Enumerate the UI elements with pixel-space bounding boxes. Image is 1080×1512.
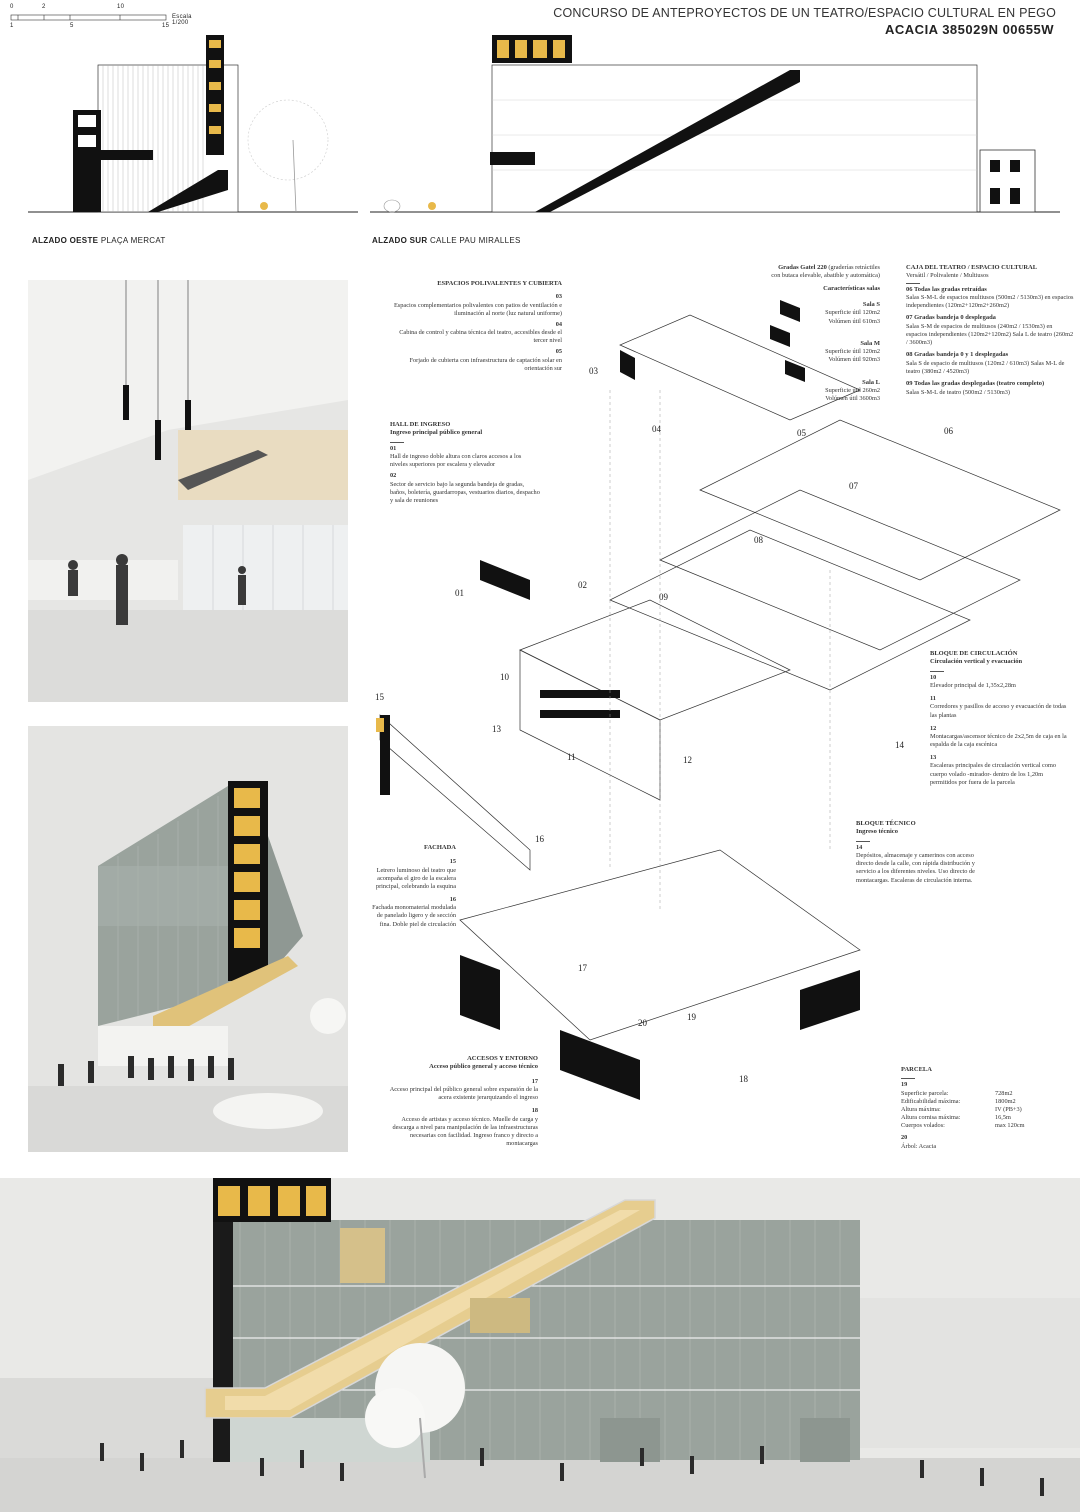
notes-fachada [372, 844, 456, 929]
note-number: 10 [930, 673, 937, 681]
west-elevation-drawing [28, 30, 358, 220]
note-number: 13 [930, 754, 937, 762]
notes-title: FACHADA [423, 844, 456, 851]
sala-sup: Superficie útil 260m2 [825, 387, 880, 395]
note-number: 01 [390, 444, 397, 452]
note-number: 02 [390, 472, 397, 480]
diagram-number: 20 [638, 1018, 647, 1028]
notes-circulacion [930, 650, 1070, 787]
parcela-value: max 120cm [995, 1122, 1025, 1130]
caption-west-light: PLAÇA MERCAT [100, 236, 166, 245]
note-text: Elevador principal de 1,35x2,28m [930, 682, 1016, 690]
note-text: Espacios complementarios polivalentes con patios de ventilación e iluminación al norte (luz natural uniforme) [393, 301, 562, 317]
note-text: Fachada monomaterial modulada de panelado ligero y de sección fina. Doble piel de circulación [372, 904, 456, 928]
notes-subtitle: Características salas [823, 284, 880, 292]
sala-vol: Volúmen útil 3600m3 [825, 395, 880, 403]
scale-tick: 15 [162, 23, 170, 29]
note-text: Acceso principal del público general sobre expansión de la acera existente jerarquizando el ingreso [389, 1086, 538, 1102]
diagram-number: 16 [535, 834, 544, 844]
sala-vol: Volúmen útil 610m3 [828, 317, 880, 325]
parcela-key: Superficie parcela: [901, 1089, 949, 1097]
note-number: 19 [901, 1081, 908, 1089]
sala-sup: Superficie útil 120m2 [825, 348, 880, 356]
caja-item-text: Salas S-M-L de espacios multiusos (500m2 / 5130m3) en espacios independientes (120m2+120m2+260m2) [906, 294, 1074, 310]
diagram-number: 06 [944, 426, 953, 436]
diagram-number: 14 [895, 740, 904, 750]
notes-title: ESPACIOS POLIVALENTES Y CUBIERTA [437, 280, 562, 287]
note-text: Acceso de artistas y acceso técnico. Muelle de carga y descarga a nivel para manipulación de las infraestructuras necesarias con facilidad. Ingreso franco y directo a montacargas [392, 1115, 538, 1148]
parcela-key: Edificabilidad máxima: [901, 1097, 961, 1105]
parcela-key: Altura máxima: [901, 1105, 941, 1113]
scale-label: Escala 1/200 [172, 14, 192, 26]
sala-name: Sala L [862, 378, 880, 386]
scale-tick: 10 [117, 4, 125, 10]
diagram-number: 09 [659, 592, 668, 602]
notes-title-rest: (graderías retráctiles con butaca elevable, abatible y automática) [771, 264, 880, 280]
scale-tick: 5 [70, 23, 74, 29]
notes-subtitle: Acceso público general y acceso técnico [429, 1063, 538, 1071]
note-number: 18 [531, 1107, 538, 1115]
note-number: 15 [449, 858, 456, 866]
diagram-number: 17 [578, 963, 587, 973]
notes-subtitle: Versátil / Polivalente / Multiusos [906, 272, 989, 280]
notes-hall [390, 421, 540, 505]
note-text: Sector de servicio bajo la segunda bandeja de gradas, baños, boletería, guardarropas, vestuarios diarios, despacho y sala de reuniones [390, 480, 540, 504]
notes-polivalentes [390, 280, 562, 373]
parcela-value: 16,5m [995, 1114, 1011, 1122]
caja-item-heading: 07 Gradas bandeja 0 desplegada [906, 314, 996, 322]
notes-subtitle: Circulación vertical y evacuación [930, 658, 1023, 666]
caja-item-heading: 09 Todas las gradas desplegadas (teatro completo) [906, 380, 1045, 388]
scale-tick: 0 [10, 4, 14, 10]
parcela-value: 1800m2 [995, 1097, 1016, 1105]
note-number: 11 [930, 695, 936, 703]
notes-subtitle: Ingreso principal público general [390, 429, 483, 437]
notes-title: BLOQUE TÉCNICO [856, 820, 916, 827]
diagram-number: 19 [687, 1012, 696, 1022]
caja-item-heading: 08 Gradas bandeja 0 y 1 desplegadas [906, 351, 1009, 359]
note-number: 03 [555, 293, 562, 301]
diagram-number: 08 [754, 535, 763, 545]
sala-vol: Volúmen útil 920m3 [828, 356, 880, 364]
note-number: 14 [856, 843, 863, 851]
notes-title: ACCESOS Y ENTORNO [467, 1055, 538, 1062]
sala-name: Sala S [862, 301, 880, 309]
caja-item-text: Salas S-M de espacios de multiusos (240m2 / 1530m3) en espacios independientes (120m2+120m2) Sala L de teatro (260m2 / 3600m3) [906, 322, 1074, 347]
caja-item-text: Sala S de espacio de multiusos (120m2 / 610m3) Salas M-L de teatro (380m2 / 4520m3) [906, 359, 1065, 375]
diagram-number: 07 [849, 481, 858, 491]
notes-title: PARCELA [901, 1066, 932, 1073]
parcela-key: Altura cornisa máxima: [901, 1114, 961, 1122]
notes-tecnico [856, 820, 986, 885]
scale-tick: 1 [10, 23, 14, 29]
notes-gradas [770, 264, 880, 403]
diagram-number: 15 [375, 692, 384, 702]
caption-south-bold: ALZADO SUR [372, 236, 428, 245]
sala-name: Sala M [860, 339, 880, 347]
note-text: Letrero luminoso del teatro que acompaña el giro de la escalera principal, celebrando la esquina [375, 866, 456, 890]
caption-west [32, 236, 166, 245]
note-text: Hall de ingreso doble altura con claros accesos a los niveles superiores por escalera y elevador [390, 453, 522, 469]
note-number: 16 [449, 896, 456, 904]
diagram-number: 13 [492, 724, 501, 734]
parcela-table [901, 1090, 1051, 1131]
south-elevation-drawing [370, 30, 1060, 220]
diagram-number: 05 [797, 428, 806, 438]
diagram-number: 10 [500, 672, 509, 682]
notes-caja [906, 264, 1074, 397]
parcela-key: Cuerpos volados: [901, 1122, 945, 1130]
notes-parcela [901, 1066, 1051, 1151]
diagram-number: 04 [652, 424, 661, 434]
notes-title: BLOQUE DE CIRCULACIÓN [930, 650, 1018, 657]
sala-sup: Superficie útil 120m2 [825, 309, 880, 317]
hall-render [28, 280, 348, 702]
note-number: 17 [531, 1077, 538, 1085]
note-text: Cabina de control y cabina técnica del teatro, accesibles desde el tercer nivel [399, 329, 562, 345]
parcela-value: 728m2 [995, 1089, 1013, 1097]
diagram-number: 18 [739, 1074, 748, 1084]
caja-item-heading: 06 Todas las gradas retraídas [906, 285, 987, 293]
south-facade-render [0, 1178, 1080, 1512]
note-number: 04 [555, 320, 562, 328]
note-text: Corredores y pasillos de acceso y evacuación de todas las plantas [930, 703, 1067, 719]
notes-title: Gradas Gatel 220 [778, 264, 827, 271]
diagram-number: 11 [567, 752, 576, 762]
note-number: 12 [930, 724, 937, 732]
note-text: Depósitos, almacenaje y camerinos con acceso directo desde la calle, con rápida distribución y servicio a los diferentes niveles. Uso directo de montacargas. Escaleras de circulación interna. [856, 852, 975, 884]
exterior-render [28, 726, 348, 1152]
notes-subtitle: Ingreso técnico [856, 828, 898, 836]
board-code: ACACIA 385029N 00655W [885, 22, 1054, 37]
notes-title: CAJA DEL TEATRO / ESPACIO CULTURAL [906, 264, 1038, 271]
notes-title: HALL DE INGRESO [390, 421, 451, 428]
exterior-render-image [28, 726, 348, 1152]
diagram-number: 03 [589, 366, 598, 376]
note-number: 20 [901, 1134, 908, 1142]
scale-bar-graphic [10, 13, 170, 23]
hall-render-image [28, 280, 348, 702]
diagram-number: 02 [578, 580, 587, 590]
board-title: CONCURSO DE ANTEPROYECTOS DE UN TEATRO/ESPACIO CULTURAL EN PEGO [553, 6, 1056, 20]
note-number: 05 [555, 348, 562, 356]
note-text: Montacargas/ascensor técnico de 2x2,5m de caja en la espalda de la caja escénica [930, 732, 1067, 749]
south-facade-render-image [0, 1178, 1080, 1512]
diagram-number: 01 [455, 588, 464, 598]
note-text: Forjado de cubierta con infraestructura de captación solar en orientación sur [409, 356, 562, 372]
scale-tick: 2 [42, 4, 46, 10]
notes-accesos [384, 1055, 538, 1148]
note-text: Escaleras principales de circulación vertical como cuerpo volado -mirador- dentro de los 1,20m permitidos por fuera de la parcela [930, 762, 1057, 786]
parcela-value: IV (PB+3) [995, 1105, 1022, 1113]
caption-south [372, 236, 521, 245]
note-text: Árbol: Acacia [901, 1142, 937, 1150]
caja-item-text: Salas S-M-L de teatro (500m2 / 5130m3) [906, 388, 1010, 396]
caption-south-light: CALLE PAU MIRALLES [429, 236, 521, 245]
diagram-number: 12 [683, 755, 692, 765]
caption-west-bold: ALZADO OESTE [32, 236, 99, 245]
